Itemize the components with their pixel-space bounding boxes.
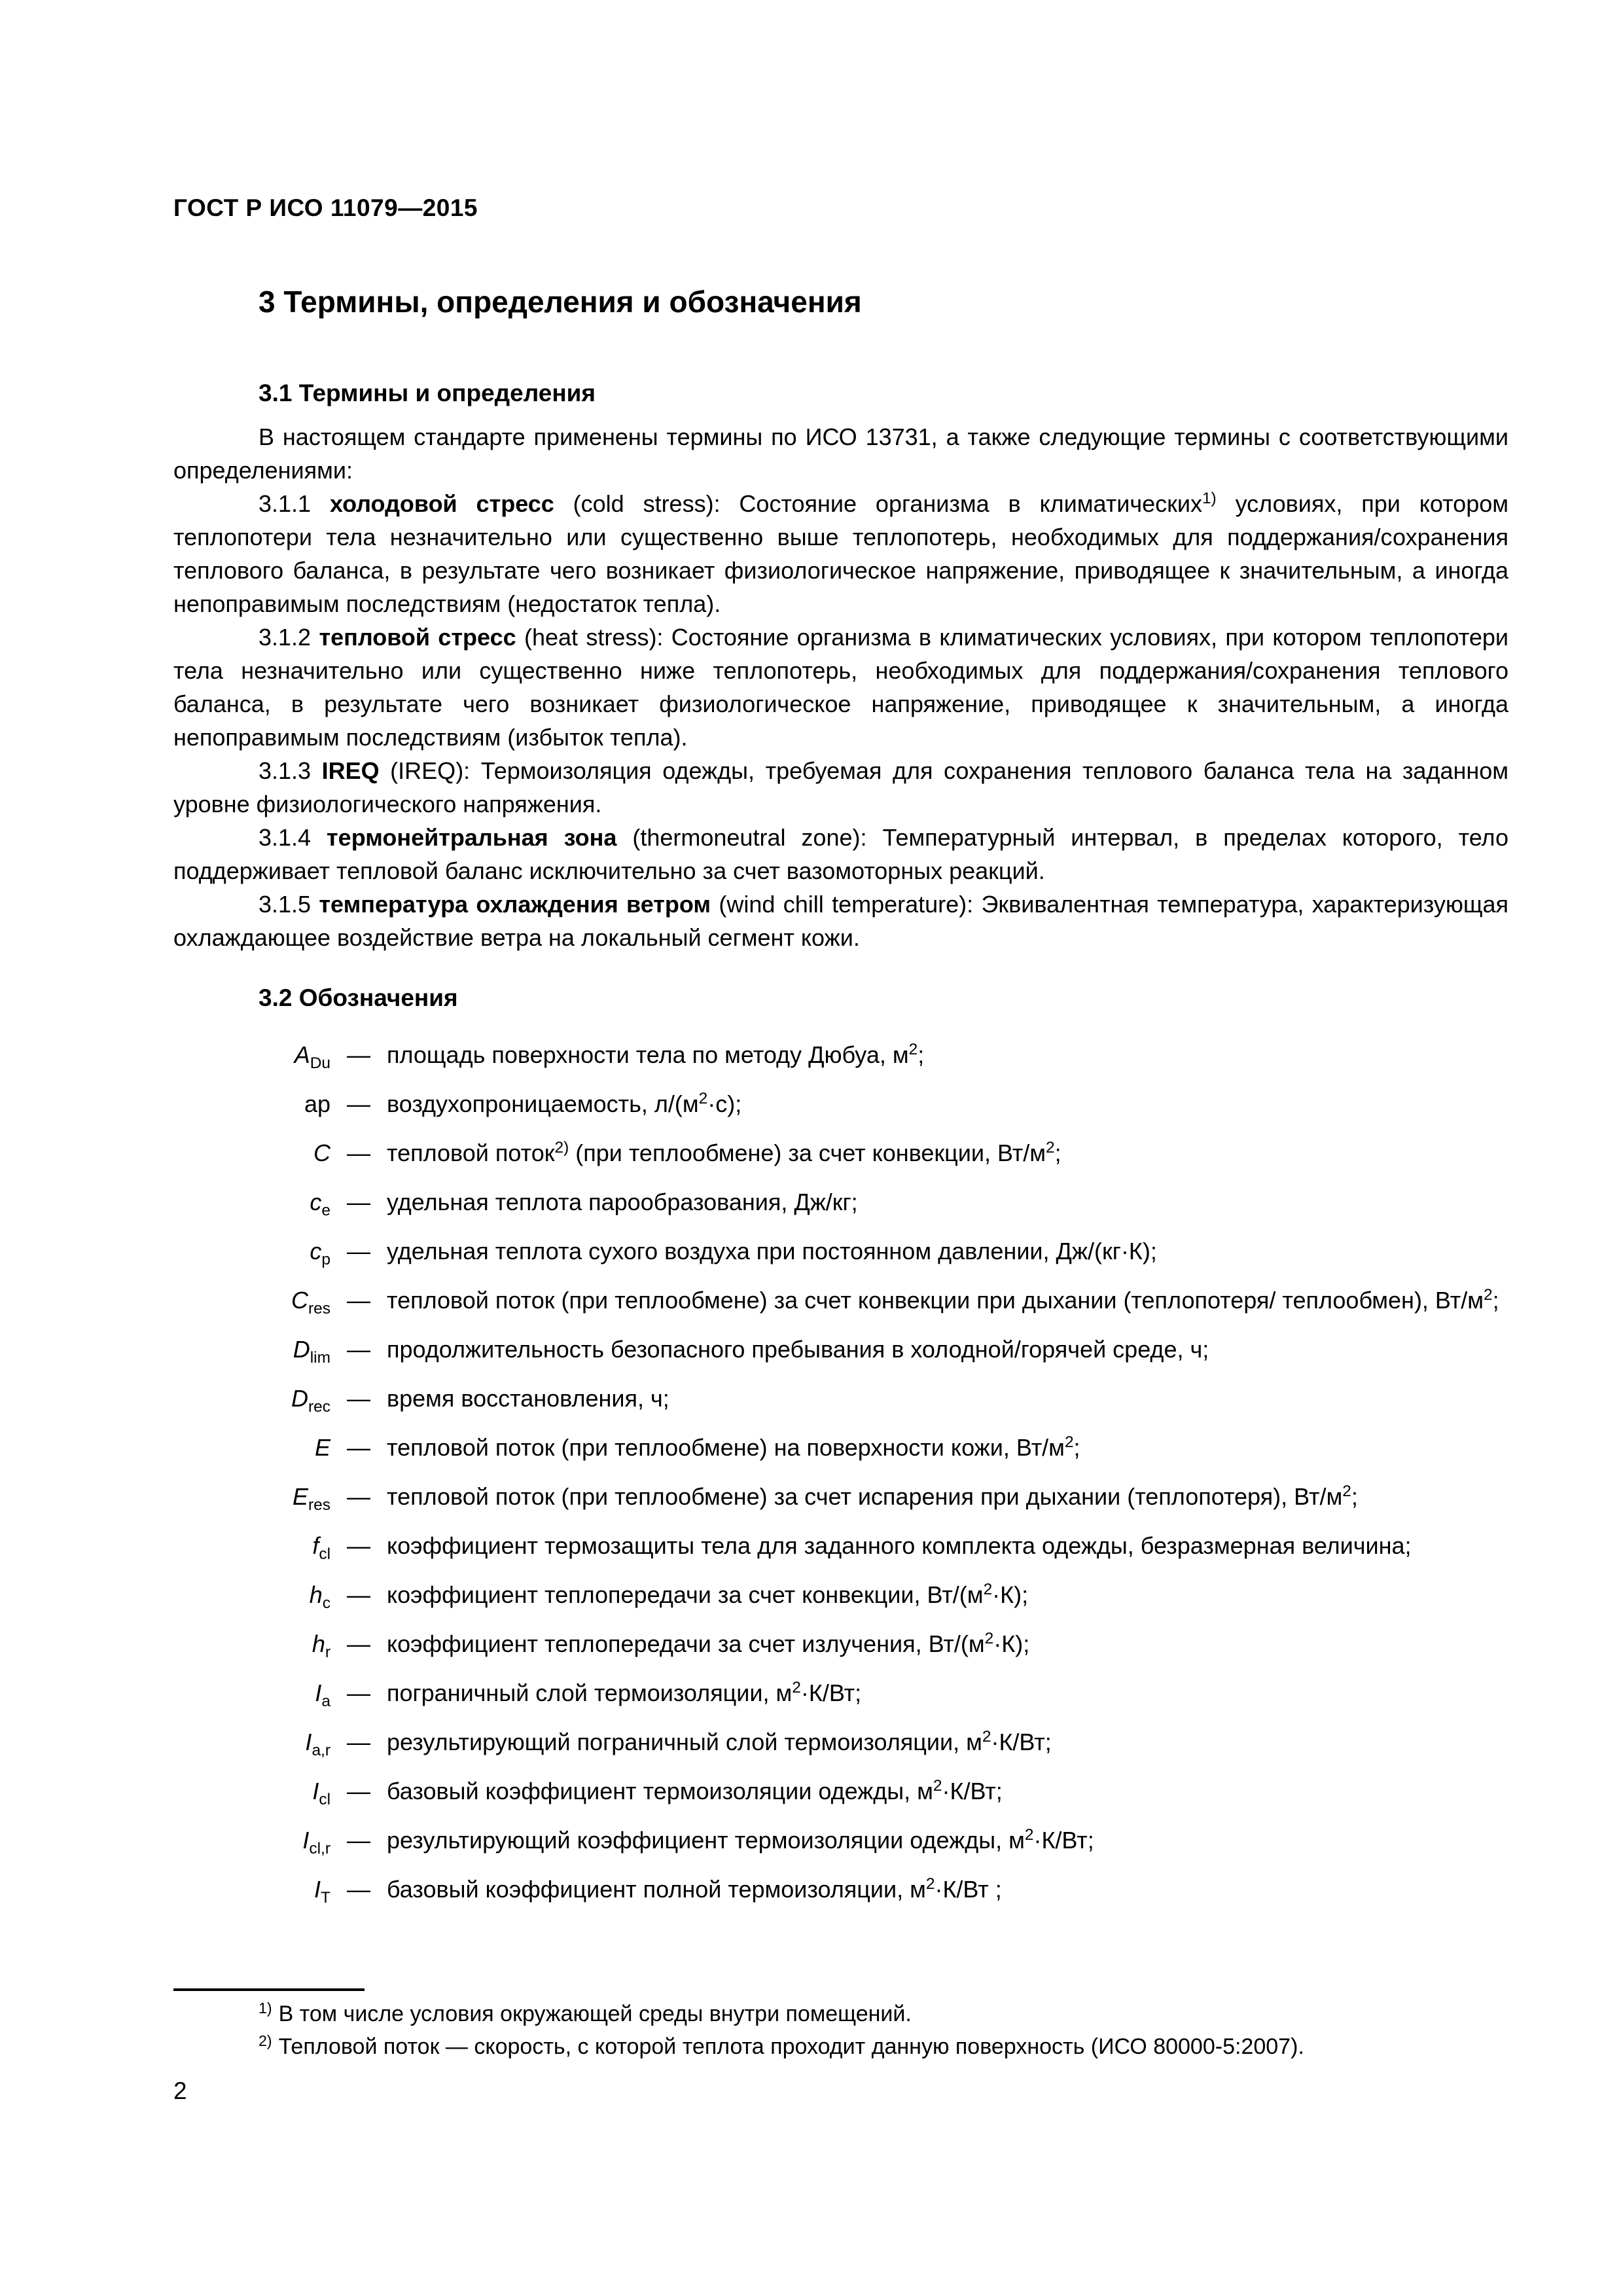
symbol-description: продолжительность безопасного пребывания в холодной/горячей среде, ч; xyxy=(387,1336,1209,1363)
symbol-row xyxy=(173,1038,1508,1071)
symbol-row xyxy=(173,1676,1508,1710)
dash-separator: — xyxy=(347,1139,370,1166)
running-header: ГОСТ Р ИСО 11079—2015 xyxy=(173,194,478,221)
dash-separator: — xyxy=(347,1679,370,1706)
symbol-row xyxy=(173,1578,1508,1611)
symbol-label: $h_r$ xyxy=(312,1630,330,1662)
terms-subheading: 3.1 Термины и определения xyxy=(259,380,596,406)
symbol-label: $D_{lim}$ xyxy=(293,1336,330,1367)
symbol-description: воздухопроницаемость, $л/(м^2\cdot с)$; xyxy=(387,1090,742,1117)
symbol-row xyxy=(173,1480,1508,1513)
dash-separator: — xyxy=(347,1630,370,1657)
dash-separator: — xyxy=(347,1238,370,1265)
dash-separator: — xyxy=(347,1336,370,1363)
symbol-label: $I_{a,r}$ xyxy=(305,1729,330,1760)
symbol-label: $c_p$ xyxy=(310,1238,330,1269)
dash-separator: — xyxy=(347,1729,370,1755)
symbol-description: тепловой поток (при теплообмене) за счет конвекции при дыхании (теплопотеря/ теплообмен), $Вт/м^2$; xyxy=(387,1286,1499,1314)
footnote-item xyxy=(173,2030,1508,2063)
symbol-description: тепловой поток (при теплообмене) на поверхности кожи, $Вт/м^2$; xyxy=(387,1433,1080,1461)
symbol-description: удельная теплота парообразования, Дж/кг; xyxy=(387,1189,858,1215)
dash-separator: — xyxy=(347,1385,370,1412)
page-footer xyxy=(173,1988,1508,2105)
symbol-label: C xyxy=(313,1139,330,1166)
term-paragraph: 3.1.3 IREQ (IREQ): Термоизоляция одежды, требуемая для сохранения теплового баланса тела на заданном уровне физиологического напряжения. xyxy=(173,757,1508,817)
symbol-label: ар xyxy=(304,1090,330,1117)
footnote-marker: 2) xyxy=(259,2032,272,2049)
symbol-description: результирующий пограничный слой термоизоляции, $м^2\cdot К/Вт$; xyxy=(387,1728,1052,1755)
page-number: 2 xyxy=(173,2077,187,2104)
symbol-description: коэффициент теплопередачи за счет излучения, $Вт/(м^2\cdot К)$; xyxy=(387,1630,1030,1657)
symbol-description: коэффициент теплопередачи за счет конвекции, $Вт/(м^2\cdot К)$; xyxy=(387,1581,1029,1608)
symbol-label: $f_{cl}$ xyxy=(312,1532,330,1564)
intro-paragraph: В настоящем стандарте применены термины по ИСО 13731, а также следующие термины с соответствующими определениями: xyxy=(173,423,1508,484)
dash-separator: — xyxy=(347,1581,370,1608)
footnote-marker: 1) xyxy=(259,1999,272,2017)
symbols-list xyxy=(173,1038,1508,1906)
symbol-row xyxy=(173,1725,1508,1759)
footnote-text: В том числе условия окружающей среды внутри помещений. xyxy=(278,2001,912,2026)
symbol-label: $I_T$ xyxy=(314,1876,330,1907)
symbol-row xyxy=(173,1283,1508,1317)
symbol-description: тепловой поток (при теплообмене) за счет испарения при дыхании (теплопотеря), $Вт/м^2$; xyxy=(387,1482,1358,1510)
symbol-row xyxy=(173,1136,1508,1170)
symbol-description: удельная теплота сухого воздуха при постоянном давлении, Дж/(кг·К); xyxy=(387,1238,1157,1265)
symbol-label: $c_e$ xyxy=(310,1189,330,1220)
dash-separator: — xyxy=(347,1778,370,1804)
symbol-row xyxy=(173,1382,1508,1415)
footnote-item xyxy=(173,1998,1508,2030)
dash-separator: — xyxy=(347,1090,370,1117)
terms-list xyxy=(173,487,1508,954)
symbol-row xyxy=(173,1529,1508,1562)
symbol-row xyxy=(173,1774,1508,1808)
term-paragraph: 3.1.5 температура охлаждения ветром (wind chill temperature): Эквивалентная температура, характеризующая охлаждающее воздействие ветра на локальный сегмент кожи. xyxy=(173,891,1508,951)
dash-separator: — xyxy=(347,1189,370,1215)
symbol-description: базовый коэффициент термоизоляции одежды, $м^2\cdot К/Вт$; xyxy=(387,1777,1003,1804)
dash-separator: — xyxy=(347,1876,370,1903)
dash-separator: — xyxy=(347,1287,370,1314)
term-paragraph: 3.1.2 тепловой стресс (heat stress): Состояние организма в климатических условиях, при котором теплопотери тела незначительно или существенно ниже теплопотерь, необходимых для поддержания/сохранения теплового баланса, в результате чего возникает физиологическое напряжение, приводящее к значительным, а иногда непоправимым последствиям (избыток тепла). xyxy=(173,624,1508,751)
footnote-text: Тепловой поток — скорость, с которой теплота проходит данную поверхность (ИСО 80000-5:2007). xyxy=(278,2034,1304,2059)
symbol-label: $I_{cl,r}$ xyxy=(302,1827,330,1858)
symbol-description: время восстановления, ч; xyxy=(387,1385,669,1412)
symbol-row xyxy=(173,1627,1508,1660)
symbol-label: $C_{res}$ xyxy=(291,1287,330,1318)
symbol-row xyxy=(173,1431,1508,1464)
dash-separator: — xyxy=(347,1041,370,1068)
dash-separator: — xyxy=(347,1827,370,1854)
symbol-label: E xyxy=(314,1434,330,1461)
symbol-row xyxy=(173,1873,1508,1906)
footnote-divider xyxy=(173,1988,365,1991)
term-paragraph: 3.1.4 термонейтральная зона (thermoneutral zone): Температурный интервал, в пределах которого, тело поддерживает тепловой баланс исключительно за счет вазомоторных реакций. xyxy=(173,824,1508,884)
symbol-row xyxy=(173,1333,1508,1366)
symbol-label: $A_{Du}$ xyxy=(294,1041,330,1073)
section-title: 3 Термины, определения и обозначения xyxy=(259,285,862,319)
symbol-description: пограничный слой термоизоляции, $м^2\cdot К/Вт$; xyxy=(387,1679,862,1706)
dash-separator: — xyxy=(347,1434,370,1461)
dash-separator: — xyxy=(347,1532,370,1559)
symbol-row xyxy=(173,1823,1508,1857)
symbol-description: результирующий коэффициент термоизоляции одежды, $м^2\cdot К/Вт$; xyxy=(387,1826,1094,1854)
symbol-description: тепловой поток$^{2)}$ (при теплообмене) за счет конвекции, $Вт/м^2$; xyxy=(387,1139,1061,1166)
symbol-label: $I_{cl}$ xyxy=(312,1778,330,1809)
symbols-subheading: 3.2 Обозначения xyxy=(259,984,458,1011)
term-paragraph: 3.1.1 холодовой стресс (cold stress): Состояние организма в климатических$^{1)}$ условиях, при котором теплопотери тела незначительно или существенно выше теплопотерь, необходимых для поддержания/сохранения теплового баланса, в результате чего возникает физиологическое напряжение, приводящее к значительным, а иногда непоправимым последствиям (недостаток тепла). xyxy=(173,490,1508,617)
dash-separator: — xyxy=(347,1483,370,1510)
symbol-label: $D_{rec}$ xyxy=(291,1385,330,1416)
symbol-row xyxy=(173,1234,1508,1268)
symbol-description: базовый коэффициент полной термоизоляции, $м^2\cdot К/Вт$ ; xyxy=(387,1875,1002,1903)
footnotes xyxy=(173,1998,1508,2063)
symbol-row xyxy=(173,1185,1508,1219)
symbol-row xyxy=(173,1087,1508,1121)
symbol-label: $h_c$ xyxy=(309,1581,330,1613)
symbol-description: коэффициент термозащиты тела для заданного комплекта одежды, безразмерная величина; xyxy=(387,1532,1412,1559)
symbol-description: площадь поверхности тела по методу Дюбуа, $м^2$; xyxy=(387,1041,925,1068)
symbol-label: $E_{res}$ xyxy=(292,1483,330,1515)
symbol-label: $I_a$ xyxy=(315,1679,330,1711)
